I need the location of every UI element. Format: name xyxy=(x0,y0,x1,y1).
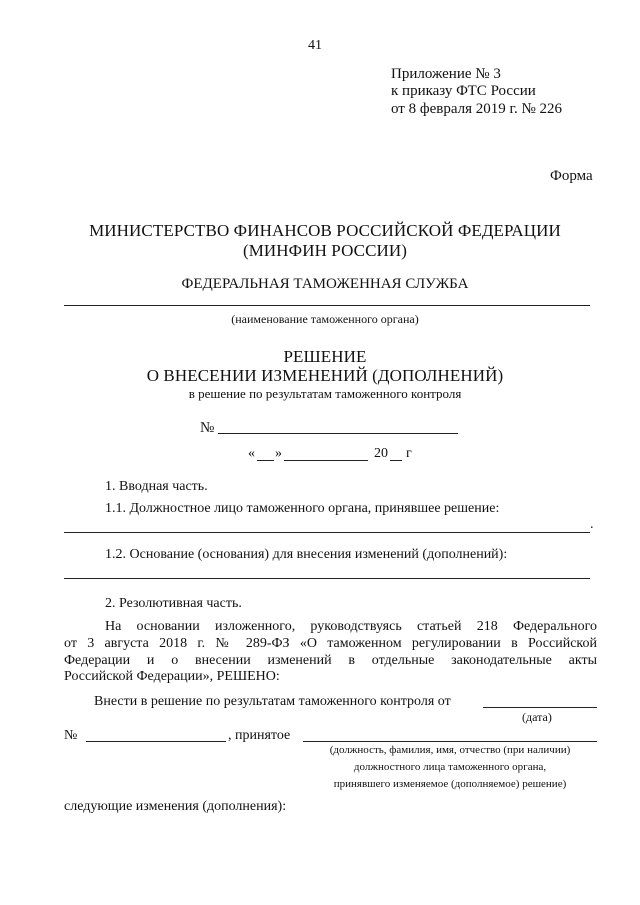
official-caption-3: принявшего изменяемое (дополняемое) решение) xyxy=(333,778,567,790)
customs-body-line[interactable] xyxy=(64,305,590,306)
section-1-heading: 1. Вводная часть. xyxy=(105,479,208,494)
decision-subtitle: О ВНЕСЕНИИ ИЗМЕНЕНИЙ (ДОПОЛНЕНИЙ) xyxy=(146,366,504,385)
decision-subtitle-2: в решение по результатам таможенного контроля xyxy=(188,386,462,401)
appendix-line-1: Приложение № 3 xyxy=(391,66,501,82)
decision-title: РЕШЕНИЕ xyxy=(283,347,367,366)
amend-text: Внести в решение по результатам таможенного контроля от xyxy=(94,694,451,709)
form-label: Форма xyxy=(550,168,593,184)
decision-number-field[interactable] xyxy=(218,433,458,434)
official-name-field[interactable] xyxy=(303,741,597,742)
resolution-line-3: Федерации и о внесении изменений в отдельные законодательные акты xyxy=(64,653,597,668)
date-year-suffix: г xyxy=(406,446,412,461)
date-close-quote: » xyxy=(275,446,282,461)
resolution-line-1: На основании изложенного, руководствуясь статьей 218 Федерального xyxy=(105,619,597,634)
decision-number-sign: № xyxy=(200,420,215,436)
official-caption-1: (должность, фамилия, имя, отчество (при наличии) xyxy=(329,744,571,756)
following-changes-label: следующие изменения (дополнения): xyxy=(64,799,287,814)
resolution-line-2: от 3 августа 2018 г. № 289-ФЗ «О таможенном регулировании в Российской xyxy=(64,636,597,651)
date-open-quote: « xyxy=(248,446,255,461)
section-2-heading: 2. Резолютивная часть. xyxy=(105,596,242,611)
section-1-2-label: 1.2. Основание (основания) для внесения изменений (дополнений): xyxy=(105,547,508,562)
page-number: 41 xyxy=(308,38,322,53)
customs-body-caption: (наименование таможенного органа) xyxy=(231,312,419,326)
appendix-line-3: от 8 февраля 2019 г. № 226 xyxy=(391,101,563,117)
service-title: ФЕДЕРАЛЬНАЯ ТАМОЖЕННАЯ СЛУЖБА xyxy=(181,276,469,292)
official-caption-2: должностного лица таможенного органа, xyxy=(353,761,547,773)
appendix-line-2: к приказу ФТС России xyxy=(391,83,536,99)
amend-date-field[interactable] xyxy=(483,707,597,708)
date-month-field[interactable] xyxy=(284,460,368,461)
resolution-line-4: Российской Федерации», РЕШЕНО: xyxy=(64,669,280,684)
accepted-label: , принятое xyxy=(228,728,291,743)
grounds-field[interactable] xyxy=(64,578,590,579)
date-year-field[interactable] xyxy=(390,460,402,461)
date-year-prefix: 20 xyxy=(374,446,388,461)
date-day-field[interactable] xyxy=(257,460,274,461)
amend-number-sign: № xyxy=(64,728,78,743)
amend-number-field[interactable] xyxy=(86,741,226,742)
section-1-1-label: 1.1. Должностное лицо таможенного органа, принявшее решение: xyxy=(105,501,500,516)
official-field[interactable] xyxy=(64,532,590,533)
ministry-short-title: (МИНФИН РОССИИ) xyxy=(242,241,408,260)
ministry-title: МИНИСТЕРСТВО ФИНАНСОВ РОССИЙСКОЙ ФЕДЕРАЦИИ xyxy=(89,221,561,240)
official-field-end: . xyxy=(590,517,594,532)
amend-date-caption: (дата) xyxy=(522,710,552,724)
